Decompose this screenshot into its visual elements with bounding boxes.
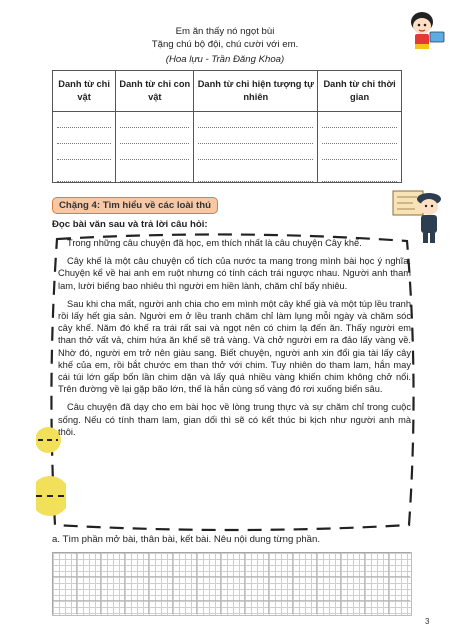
answer-cell[interactable] — [116, 112, 194, 129]
table-row — [53, 128, 402, 144]
answer-cell[interactable] — [194, 128, 318, 144]
answer-cell[interactable] — [318, 144, 402, 160]
story-paragraph: Câu chuyện đã dạy cho em bài học về lòng trung thực và sự chăm chỉ trong cuộc sống. Nếu có tính tham lam, gian dối thì sẽ có kết thúc bi kịch như người anh mà thôi. — [58, 402, 411, 437]
vocabulary-table — [52, 70, 402, 183]
header-danh-tu-chi-con-vat: Danh từ chỉ con vật — [116, 71, 194, 112]
answer-cell[interactable] — [318, 160, 402, 183]
answer-cell[interactable] — [318, 128, 402, 144]
chapter-badge: Chặng 4: Tìm hiểu về các loài thú — [52, 197, 218, 214]
header-danh-tu-thoi-gian: Danh từ chỉ thời gian — [318, 71, 402, 112]
answer-cell[interactable] — [53, 144, 116, 160]
answer-cell[interactable] — [318, 112, 402, 129]
answer-cell[interactable] — [194, 112, 318, 129]
story-body — [58, 237, 411, 444]
story-paragraph: Sau khi cha mất, người anh chia cho em mình một cây khế già và một túp lều tranh rồi lấy hết gia sản. Người em ở lều tranh chăm chỉ làm lụng mỗi ngày và chăm sóc cây khế. Năm đó khế ra trái rất sai và ngọt nên có chim lạ đến ăn. Thấy người em than thở vất vả, chim hứa ăn khế sẽ trả vàng. Và chở người em ra đảo lấy vàng về. Nhờ đó, người em trở nên giàu sang. Biết chuyện, người anh xin đổi gia tài lấy cây khế của em, rồi bắt chước em than thở với chim. Tuy nhiên do tham lam, hắn may cái túi lớn gấp bốn lần chim dặn và lấy quá nhiều vàng khiến chim không chở nổi. Trên đường về lại gặp bão lớn, thế là hắn cùng số vàng đó rơi xuống biển sâu. — [58, 298, 411, 395]
answer-cell[interactable] — [194, 144, 318, 160]
instruction-text: Đọc bài văn sau và trả lời câu hỏi: — [52, 219, 208, 230]
answer-cell[interactable] — [194, 160, 318, 183]
poem-credit: (Hoa lựu - Trần Đăng Khoa) — [165, 54, 285, 65]
header-danh-tu-hien-tuong: Danh từ chỉ hiện tượng tự nhiên — [194, 71, 318, 112]
answer-cell[interactable] — [53, 112, 116, 129]
answer-cell[interactable] — [53, 128, 116, 144]
story-paragraph: Cây khế là một câu chuyện cổ tích của nước ta mang trong mình bài học ý nghĩa. Chuyện kể về hai anh em ruột nhưng có tính cách trái ngược nhau. Người anh tham lam, lười biếng bao nhiêu thì người em hiền lành, chăm chỉ bấy nhiêu. — [58, 256, 411, 291]
table-row — [53, 160, 402, 183]
answer-cell[interactable] — [53, 160, 116, 183]
table-row — [53, 144, 402, 160]
answer-cell[interactable] — [116, 128, 194, 144]
page-number: 3 — [425, 617, 430, 626]
poem-line-1: Em ăn thấy nó ngọt bùi — [175, 26, 275, 37]
header-danh-tu-chi-vat: Danh từ chỉ vật — [53, 71, 116, 112]
answer-cell[interactable] — [116, 144, 194, 160]
mascot-illustration — [400, 6, 448, 54]
table-row — [53, 112, 402, 129]
poem-line-2: Tặng chú bộ đội, chú cười với em. — [151, 39, 299, 50]
writing-grid-major-lines — [52, 552, 410, 614]
question-a: a. Tìm phần mở bài, thân bài, kết bài. Nêu nội dung từng phần. — [52, 534, 321, 545]
answer-cell[interactable] — [116, 160, 194, 183]
story-paragraph: Trong những câu chuyện đã học, em thích nhất là câu chuyện Cây khế. — [67, 238, 362, 248]
